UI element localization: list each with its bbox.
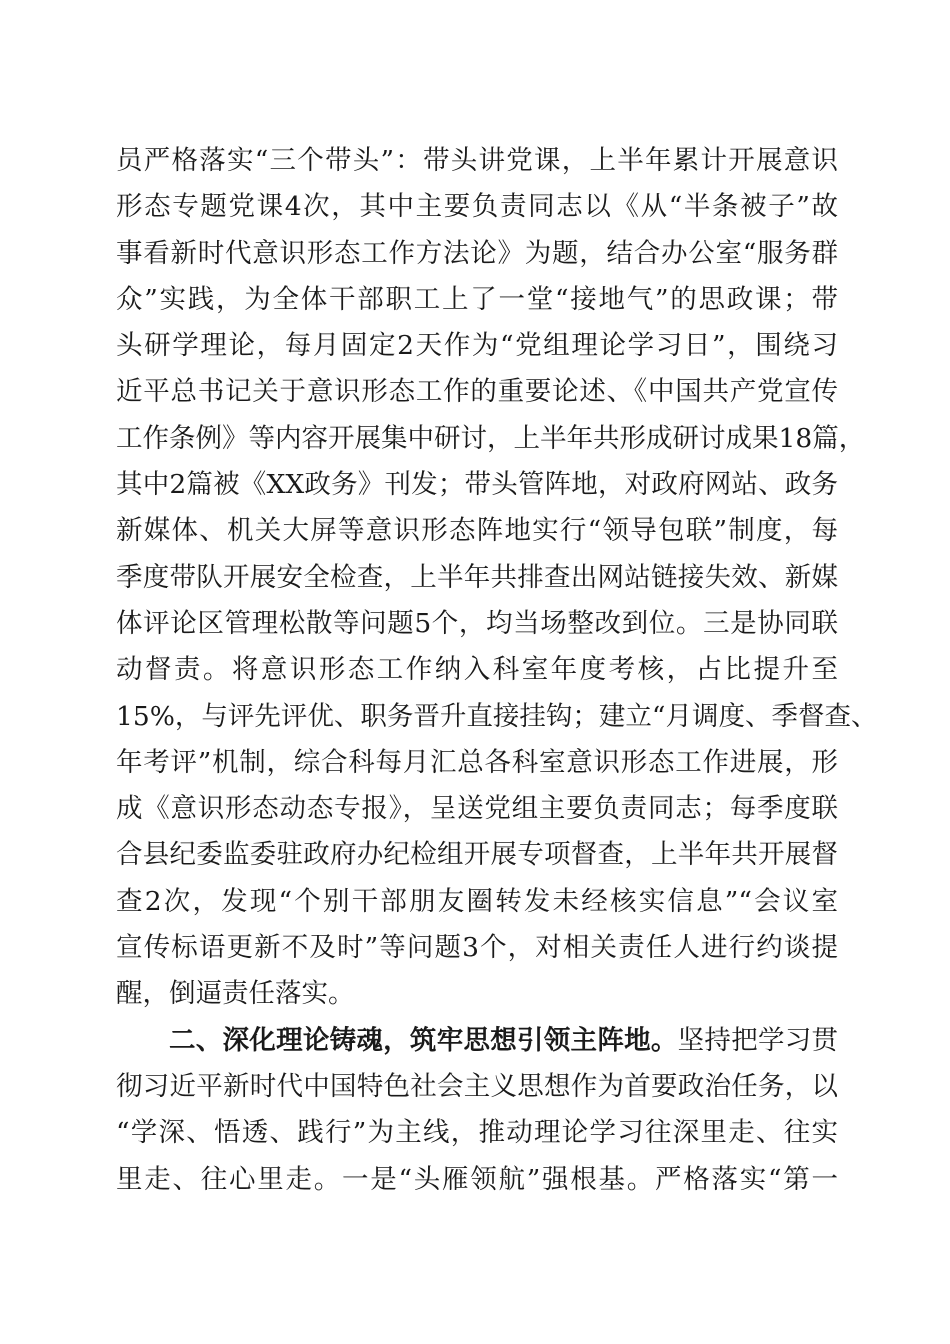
text-line: 里走、往心里走。一是“头雁领航”强根基。严格落实“第一 xyxy=(116,1163,838,1195)
text-line: 事看新时代意识形态工作方法论》为题，结合办公室“服务群 xyxy=(116,237,838,269)
section-heading: 二、深化理论铸魂，筑牢思想引领主阵地。 xyxy=(169,1024,678,1056)
text-line: 近平总书记关于意识形态工作的重要论述、《中国共产党宣传 xyxy=(116,376,838,408)
text-line: 15%，与评先评优、职务晋升直接挂钩；建立“月调度、季督查、 xyxy=(116,700,878,732)
text-line: “学深、悟透、践行”为主线，推动理论学习往深里走、往实 xyxy=(116,1117,838,1149)
paragraph-2 xyxy=(116,1018,838,1203)
text-line: 形态专题党课4次，其中主要负责同志以《从“半条被子”故 xyxy=(116,191,838,223)
text-line: 工作条例》等内容开展集中研讨，上半年共形成研讨成果18篇， xyxy=(116,422,866,454)
text-line: 体评论区管理松散等问题5个，均当场整改到位。三是协同联 xyxy=(116,607,838,639)
text-line: 其中2篇被《XX政务》刊发；带头管阵地，对政府网站、政务 xyxy=(116,469,838,501)
text-line: 头研学理论，每月固定2天作为“党组理论学习日”，围绕习 xyxy=(116,330,838,362)
paragraph-2-first-line xyxy=(116,1018,838,1064)
text-line: 新媒体、机关大屏等意识形态阵地实行“领导包联”制度，每 xyxy=(116,515,838,547)
text-line: 彻习近平新时代中国特色社会主义思想作为首要政治任务，以 xyxy=(116,1070,838,1102)
text-line: 宣传标语更新不及时”等问题3个，对相关责任人进行约谈提 xyxy=(116,932,838,964)
text-line: 查2次，发现“个别干部朋友圈转发未经核实信息”“会议室 xyxy=(116,885,838,917)
text-line: 众”实践，为全体干部职工上了一堂“接地气”的思政课；带 xyxy=(116,283,838,315)
text-line: 合县纪委监委驻政府办纪检组开展专项督查，上半年共开展督 xyxy=(116,839,838,871)
text-segment: 坚持把学习贯 xyxy=(677,1024,839,1056)
text-line: 年考评”机制，综合科每月汇总各科室意识形态工作进展，形 xyxy=(116,746,838,778)
document-body xyxy=(116,138,878,1203)
text-line: 动督责。将意识形态工作纳入科室年度考核，占比提升至 xyxy=(116,654,838,686)
text-line: 季度带队开展安全检查，上半年共排查出网站链接失效、新媒 xyxy=(116,561,838,593)
text-line: 员严格落实“三个带头”：带头讲党课，上半年累计开展意识 xyxy=(116,145,838,176)
paragraph-1 xyxy=(116,138,878,1018)
text-line: 成《意识形态动态专报》，呈送党组主要负责同志；每季度联 xyxy=(116,793,838,825)
text-line: 醒，倒逼责任落实。 xyxy=(116,978,355,1010)
